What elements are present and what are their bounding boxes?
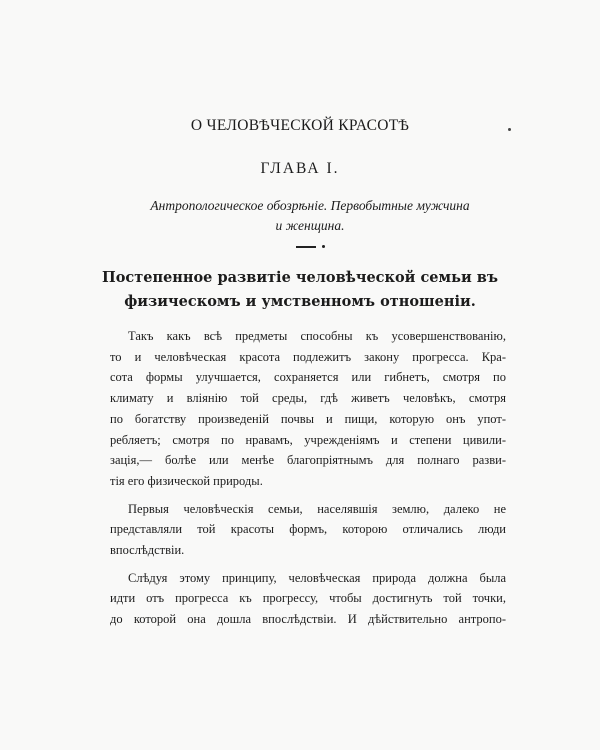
text-line: по богатству произведеній почвы и пищи, которую онъ упот-: [110, 411, 506, 426]
paragraph: [110, 568, 506, 630]
text-line: идти отъ прогресса къ прогрессу, чтобы достигнуть той точки,: [110, 591, 506, 606]
text-line: зація,— болѣе или менѣе благопріятнымъ для полнаго разви-: [110, 453, 506, 468]
body-text: [110, 326, 506, 637]
chapter-heading: ГЛАВА I.: [260, 160, 340, 177]
text-line: Слѣдуя этому принципу, человѣческая природа должна была: [128, 570, 506, 585]
text-line: впослѣдствіи.: [110, 543, 185, 558]
text-line: ребляетъ; смотря по нравамъ, учрежденіямъ и степени цивили-: [110, 432, 506, 447]
text-line: тія его физической природы.: [110, 473, 263, 488]
text-line: Первыя человѣческія семьи, населявшія землю, далеко не: [128, 501, 506, 516]
page-title: О ЧЕЛОВѢЧЕСКОЙ КРАСОТѢ: [190, 117, 410, 134]
subtitle-line: Антропологическое обозрѣніе. Первобытные мужчина: [150, 198, 470, 213]
section-heading: [100, 266, 500, 314]
text-line: то и человѣческая красота подлежитъ закону прогресса. Кра-: [110, 349, 506, 364]
heading-line: Постепенное развитіе человѣческой семьи въ: [102, 269, 498, 286]
paragraph: [110, 499, 506, 561]
divider-dot: [322, 245, 325, 248]
section-divider: [296, 246, 316, 248]
ink-speck: [508, 128, 511, 131]
text-line: сота формы улучшается, сохраняется или гибнетъ, смотря по: [110, 370, 506, 385]
chapter-subtitle: [110, 196, 510, 236]
paragraph: [110, 326, 506, 492]
text-line: Такъ какъ всѣ предметы способны къ усовершенствованію,: [128, 329, 506, 343]
text-line: до которой она дошла впослѣдствіи. И дѣйствительно антропо-: [110, 612, 506, 627]
text-line: климату и вліянію той среды, гдѣ живетъ человѣкъ, смотря: [110, 391, 506, 406]
text-line: представляли той красоты формъ, которою отличались люди: [110, 522, 506, 537]
subtitle-line: и женщина.: [275, 218, 345, 233]
heading-line: физическомъ и умственномъ отношеніи.: [124, 293, 476, 310]
